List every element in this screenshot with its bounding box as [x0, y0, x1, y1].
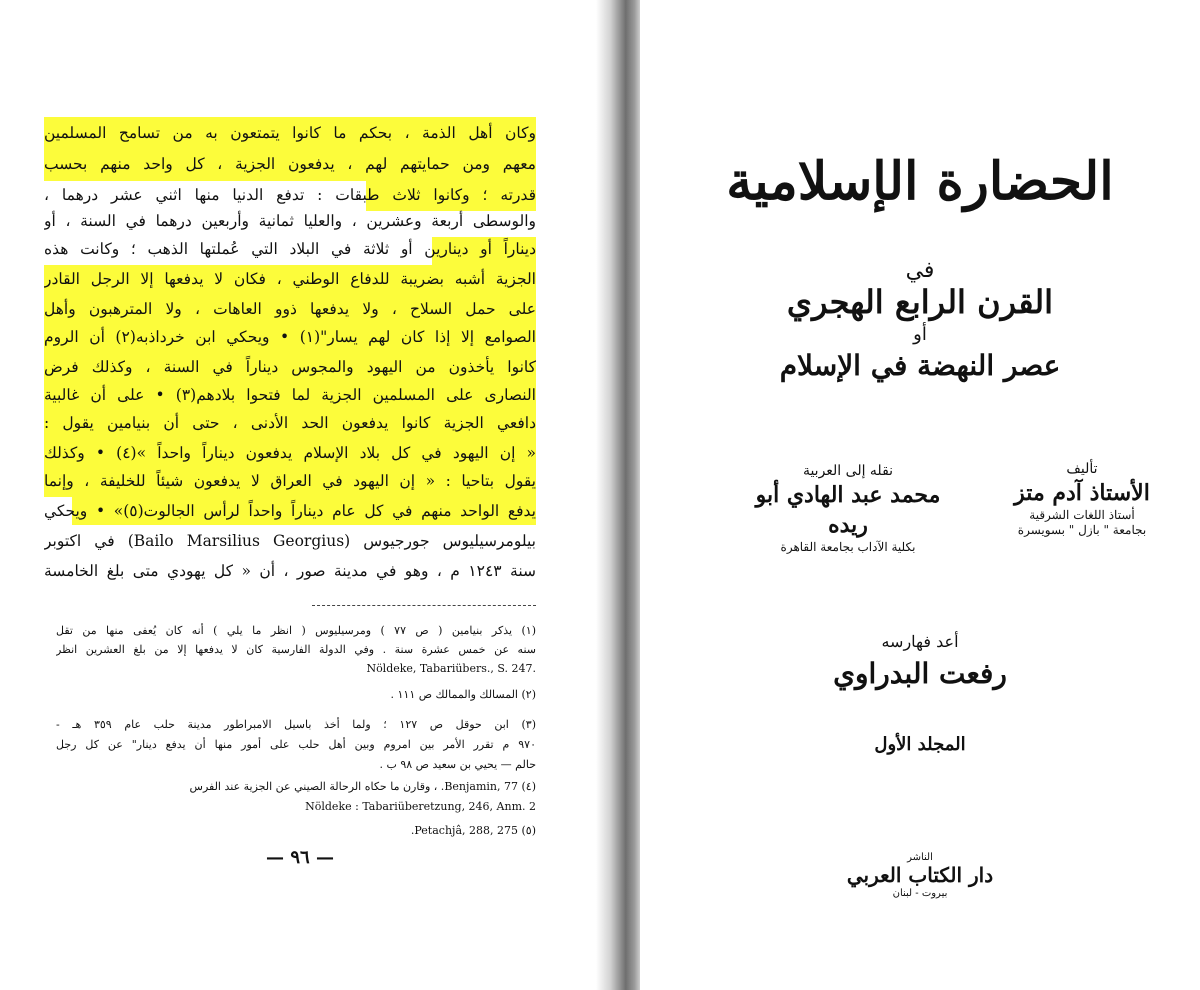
body-line: يدفع الواحد منهم في كل عام ديناراً واحداً لرأس الجالوت(٥)» • ويحكي	[44, 502, 536, 520]
body-line: كانوا يأخذون من اليهود والمجوس ديناراً في السنة ، وكذلك فرض	[44, 358, 536, 376]
body-line: « إن اليهود في كل بلاد الإسلام يدفعون ديناراً واحداً »(٤) • وكذلك	[44, 444, 536, 462]
footnote-line: ٩٧٠ م تقرر الأمر بين امروم وبين أهل حلب على أمور منها أن يدفع دينار" عن كل رجل	[56, 738, 536, 751]
translator-credit	[748, 462, 948, 555]
book-gutter-shadow	[596, 0, 644, 990]
body-line: معهم ومن حمايتهم لهم ، يدفعون الجزية ، كل واحد منهم بحسب	[44, 155, 536, 173]
author-label: تأليف	[1066, 461, 1098, 477]
publisher-place: بيروت - لبنان	[892, 888, 948, 899]
book-title: الحضارة الإسلامية	[726, 151, 1114, 212]
body-line: الجزية أشبه بضريبة للدفاع الوطني ، فكان لا يدفعها إلا الرجل القادر	[44, 270, 536, 288]
footnote-line: سنه عن خمس عشرة سنة . وفي الدولة الفارسية كان لا يدفعها إلا من بلغ العشرين انظر	[56, 643, 536, 656]
body-line: ديناراً أو دينارين أو ثلاثة في البلاد التي عُملتها الذهب ؛ وكانت هذه	[44, 240, 536, 258]
footnote-line: حالم — يحيي بن سعيد ص ٩٨ ب .	[379, 758, 536, 771]
publisher-name: دار الكتاب العربي	[846, 863, 994, 887]
author-affiliation: أستاذ اللغات الشرقية	[1029, 508, 1135, 522]
book-subtitle-2: عصر النهضة في الإسلام	[779, 349, 1061, 382]
author-credit	[982, 460, 1182, 538]
title-connector-in: في	[905, 258, 935, 283]
footnote-line: Nöldeke : Tabariüberetzung, 246, Anm. 2	[305, 800, 536, 813]
footnote-line: (١) يذكر بنيامين ( ص ٧٧ ) ومرسيليوس ( انظر ما يلي ) أنه كان يُعفى منها من تقل	[56, 624, 536, 637]
footnote-line: (٣) ابن حوقل ص ١٢٧ ؛ ولما أخذ باسيل الامبراطور مدينة حلب عام ٣٥٩ هـ -	[56, 718, 536, 731]
body-line: والوسطى أربعة وعشرين ، والعليا ثمانية وأربعين درهما في السنة ، أو	[44, 212, 536, 230]
indexes-label: أعد فهارسه	[881, 632, 959, 651]
footnote-line: (٢) المسالك والممالك ص ١١١ .	[390, 688, 536, 701]
book-subtitle: القرن الرابع الهجري	[786, 283, 1054, 321]
translator-name: محمد عبد الهادي أبو ريده	[755, 482, 941, 538]
body-line: بيلومرسيليوس جورجيوس (Bailo Marsilius Georgius) في اكتوبر	[44, 532, 536, 550]
author-name: الأستاذ آدم متز	[1014, 480, 1150, 506]
body-line: دافعي الجزية كانوا يدفعون الحد الأدنى ، حتى أن بنيامين يقول :	[44, 414, 536, 432]
footnote-line: (٥) Petachjâ, 288, 275.	[410, 824, 536, 837]
footnote-line: (٤) Benjamin, 77. ، وقارن ما حكاه الرحالة الصيني عن الجزية عند الفرس	[189, 780, 536, 793]
title-connector-or: أو	[913, 324, 927, 345]
footnote-separator	[312, 605, 536, 606]
body-line: النصارى على المسلمين الجزية لما فتحوا بلادهم(٣) • على أن غالبية	[44, 386, 536, 404]
author-affiliation-2: بجامعة " بازل " بسويسرة	[1017, 523, 1147, 537]
translator-label: نقله إلى العربية	[802, 463, 894, 479]
publisher-label: الناشر	[907, 852, 933, 863]
body-line: يقول بتاحيا : « إن اليهود في العراق لا يدفعون شيئاً للخليفة ، وإنما	[44, 472, 536, 490]
footnote-line: Nöldeke, Tabariübers., S. 247.	[366, 662, 536, 675]
body-line: وكان أهل الذمة ، بحكم ما كانوا يتمتعون به من تسامح المسلمين	[44, 124, 536, 142]
body-line: سنة ١٢٤٣ م ، وهو في مدينة صور ، أن « كل يهودي متى بلغ الخامسة	[44, 562, 536, 580]
page-number: — ٩٦ —	[266, 847, 334, 868]
body-line: قدرته ؛ وكانوا ثلاث طبقات : تدفع الدنيا منها اثني عشر درهما ،	[44, 186, 536, 204]
body-line: الصوامع إلا إذا كان لهم يسار"(١) • ويحكي ابن خرداذبه(٢) أن الروم	[44, 328, 536, 346]
translator-affiliation: بكلية الآداب بجامعة القاهرة	[780, 540, 916, 554]
body-line: على حمل السلاح ، ولا يدفعها ذوو العاهات ، ولا المترهبون وأهل	[44, 300, 536, 318]
indexer-name: رفعت البدراوي	[833, 657, 1007, 690]
volume-label: المجلد الأول	[874, 734, 966, 755]
